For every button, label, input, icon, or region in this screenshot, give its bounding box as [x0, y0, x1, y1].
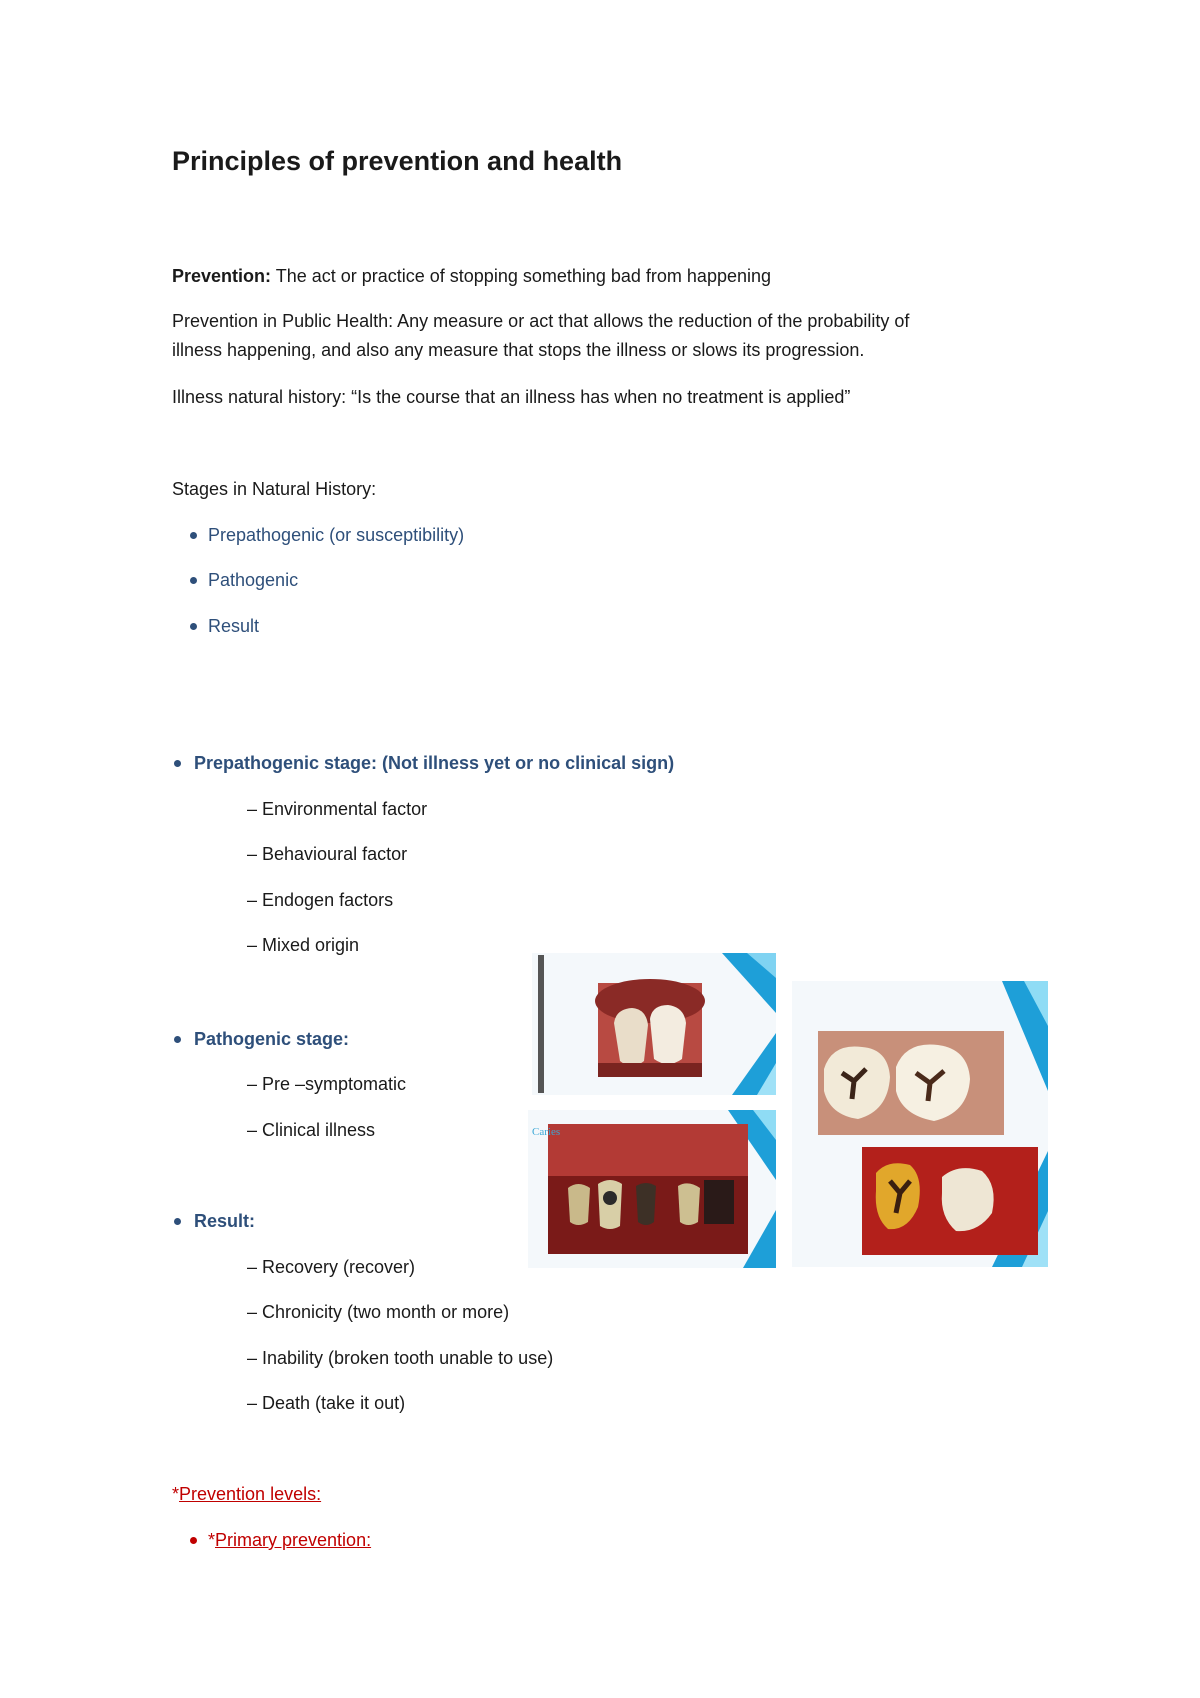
bullet-icon: [190, 577, 197, 584]
bullet-icon: [190, 623, 197, 630]
primary-prevention-label: Primary prevention:: [215, 1530, 372, 1550]
natural-history-definition: Illness natural history: “Is the course that an illness has when no treatment is applied”: [172, 387, 851, 407]
prevention-definition: [172, 262, 771, 291]
stage-item: Result: [208, 616, 260, 636]
public-health-line-1: Prevention in Public Health: Any measure or act that allows the reduction of the probability of: [172, 311, 910, 331]
prevention-label: Prevention:: [172, 266, 272, 286]
stage-item: Pathogenic: [208, 570, 299, 590]
slide-photo-molars: [792, 981, 1048, 1267]
prepathogenic-item: – Mixed origin: [247, 935, 360, 955]
pathogenic-heading: Pathogenic stage:: [194, 1029, 350, 1049]
stages-heading: Stages in Natural History:: [172, 479, 377, 499]
prevention-levels-label: Prevention levels:: [179, 1484, 322, 1504]
page-title: Principles of prevention and health: [172, 146, 623, 176]
slide-photo-front-teeth: [532, 953, 776, 1095]
result-item: – Inability (broken tooth unable to use): [247, 1348, 554, 1368]
prepathogenic-item: – Behavioural factor: [247, 844, 408, 864]
prepathogenic-heading: Prepathogenic stage: (Not illness yet or no clinical sign): [194, 753, 675, 773]
bullet-icon: [190, 1537, 197, 1544]
prevention-levels-heading: [172, 1480, 321, 1509]
bullet-icon: [174, 760, 181, 767]
public-health-line-2: illness happening, and also any measure that stops the illness or slows its progression.: [172, 340, 865, 360]
result-item: – Chronicity (two month or more): [247, 1302, 510, 1322]
stage-item: Prepathogenic (or susceptibility): [208, 525, 465, 545]
pathogenic-item: – Clinical illness: [247, 1120, 376, 1140]
prepathogenic-item: – Endogen factors: [247, 890, 394, 910]
prepathogenic-item: – Environmental factor: [247, 799, 428, 819]
result-heading: Result:: [194, 1211, 256, 1231]
slide-photo-caries: [528, 1110, 776, 1268]
bullet-icon: [174, 1036, 181, 1043]
result-item: – Recovery (recover): [247, 1257, 416, 1277]
bullet-icon: [174, 1218, 181, 1225]
pathogenic-item: – Pre –symptomatic: [247, 1074, 407, 1094]
slide-label: Caries: [532, 1126, 561, 1138]
bullet-icon: [190, 532, 197, 539]
result-item: – Death (take it out): [247, 1393, 406, 1413]
prevention-text: The act or practice of stopping something bad from happening: [271, 266, 772, 286]
prevention-levels-asterisk: *: [172, 1484, 180, 1504]
primary-prevention-asterisk: *: [208, 1530, 216, 1550]
primary-prevention-item: [208, 1526, 371, 1555]
